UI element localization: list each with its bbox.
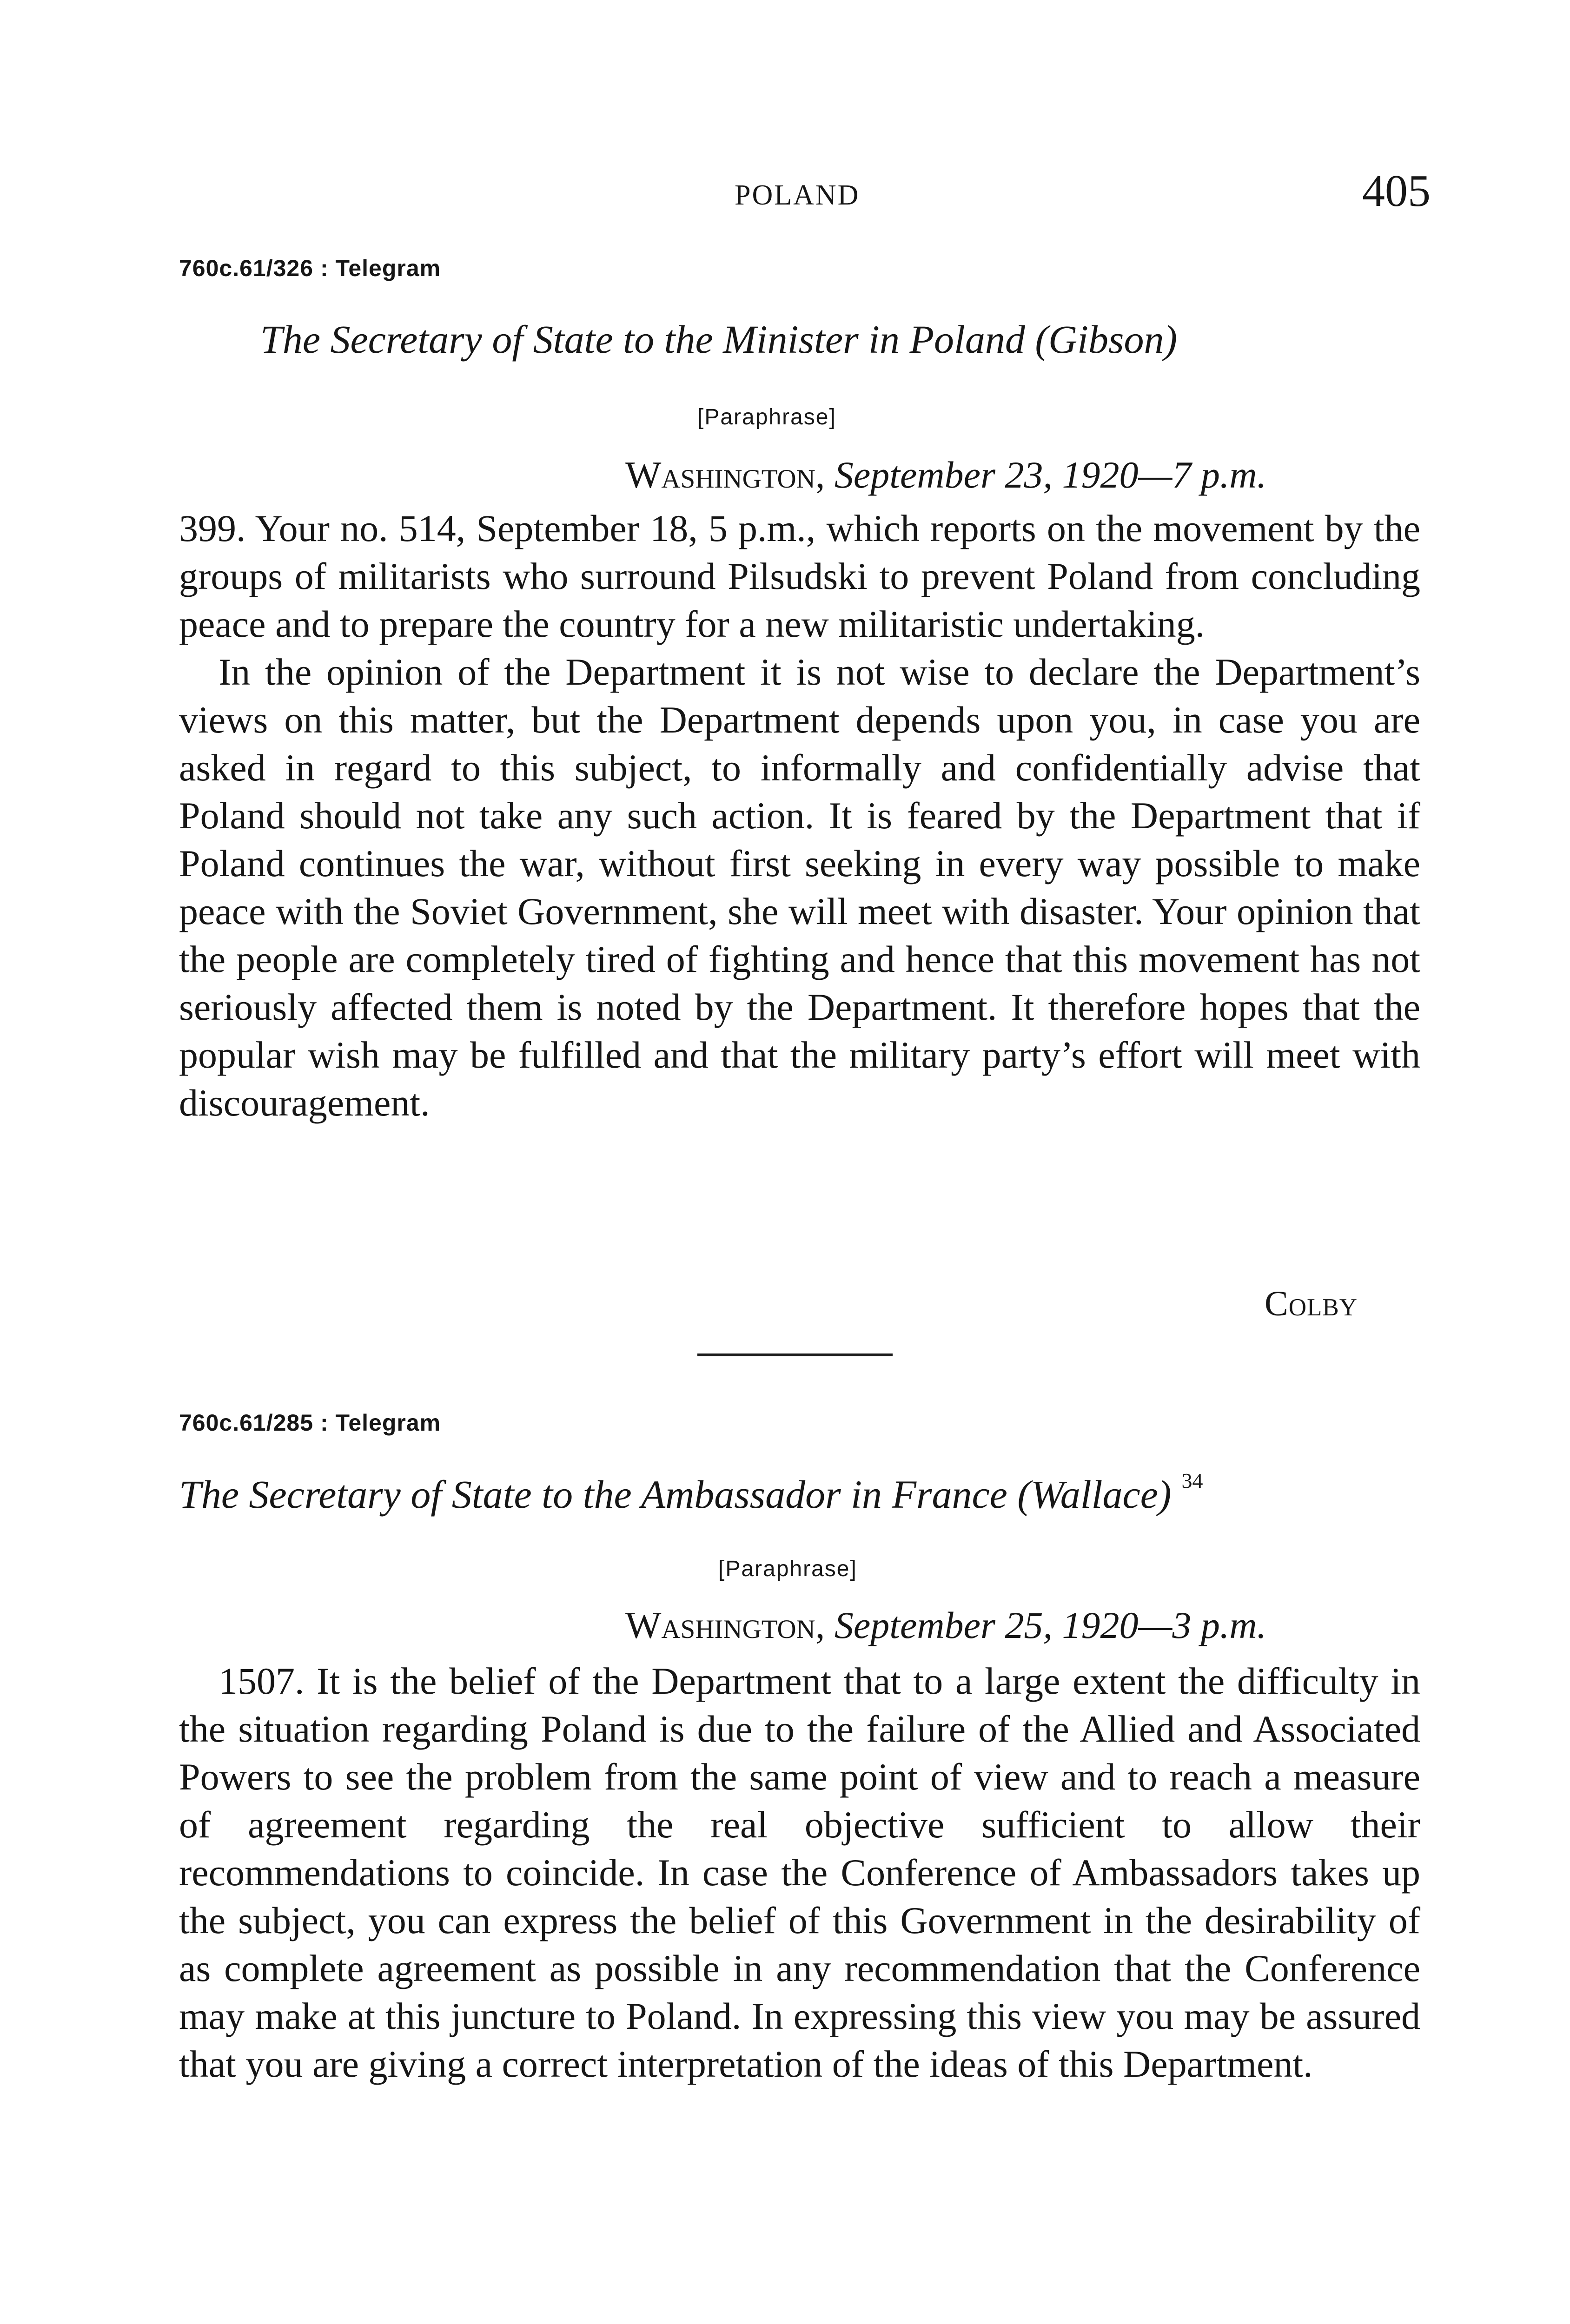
dateline xyxy=(625,453,1266,497)
dateline-place: Washington xyxy=(625,1604,815,1646)
dateline-comma: , xyxy=(815,454,835,496)
body-paragraph: In the opinion of the Department it is not wise to declare the Department’s views on this matter, but the Department depends upon you, in case you are asked in regard to this subject, to informally and confidentially advise that Poland should not take any such action. It is feared by the Department that if Poland continues the war, without first seeking in every way possible to make peace with the Soviet Government, she will meet with disaster. Your opinion that the people are completely tired of fighting and hence that this movement has not seriously affected them is noted by the Department. It therefore hopes that the popular wish may be fulfilled and that the military party’s effort will meet with discouragement. xyxy=(179,651,1420,1124)
dateline-date: September 25, 1920—3 p.m. xyxy=(834,1604,1267,1646)
document-body xyxy=(179,504,1420,1127)
body-paragraph: 399. Your no. 514, September 18, 5 p.m., which reports on the movement by the groups of militarists who surround Pilsudski to prevent Poland from concluding peace and to prepare the country for a new militaristic undertaking. xyxy=(179,507,1420,645)
file-reference: 760c.61/326 : Telegram xyxy=(179,255,441,281)
dateline xyxy=(625,1604,1266,1647)
dateline-comma: , xyxy=(815,1604,835,1646)
document-title xyxy=(179,1471,1203,1518)
body-paragraph: 1507. It is the belief of the Department that to a large extent the difficulty in the situation regarding Poland is due to the failure of the Allied and Associated Powers to see the problem from the same point of view and to reach a measure of agreement regarding the real objective sufficient to allow their recommendations to coincide. In case the Conference of Ambassadors takes up the subject, you can express the belief of this Government in the desirability of as complete agreement as possible in any recommendation that the Conference may make at this juncture to Poland. In expressing this view you may be assured that you are giving a correct interpretation of the ideas of this Department. xyxy=(179,1660,1420,2085)
dateline-place: Washington xyxy=(625,454,815,496)
document-title: The Secretary of State to the Minister in Poland (Gibson) xyxy=(260,317,1178,362)
file-reference: 760c.61/285 : Telegram xyxy=(179,1410,441,1436)
page-number: 405 xyxy=(1362,166,1431,216)
paraphrase-label: [Paraphrase] xyxy=(697,405,836,429)
dateline-date: September 23, 1920—7 p.m. xyxy=(834,454,1267,496)
paraphrase-label: [Paraphrase] xyxy=(718,1557,857,1581)
section-separator xyxy=(697,1353,893,1356)
document-title-text: The Secretary of State to the Ambassador in France (Wallace) xyxy=(179,1472,1172,1517)
footnote-reference: 34 xyxy=(1181,1469,1203,1492)
running-head: POLAND xyxy=(735,179,860,211)
document-body xyxy=(179,1657,1420,2088)
signature: Colby xyxy=(1265,1284,1358,1323)
